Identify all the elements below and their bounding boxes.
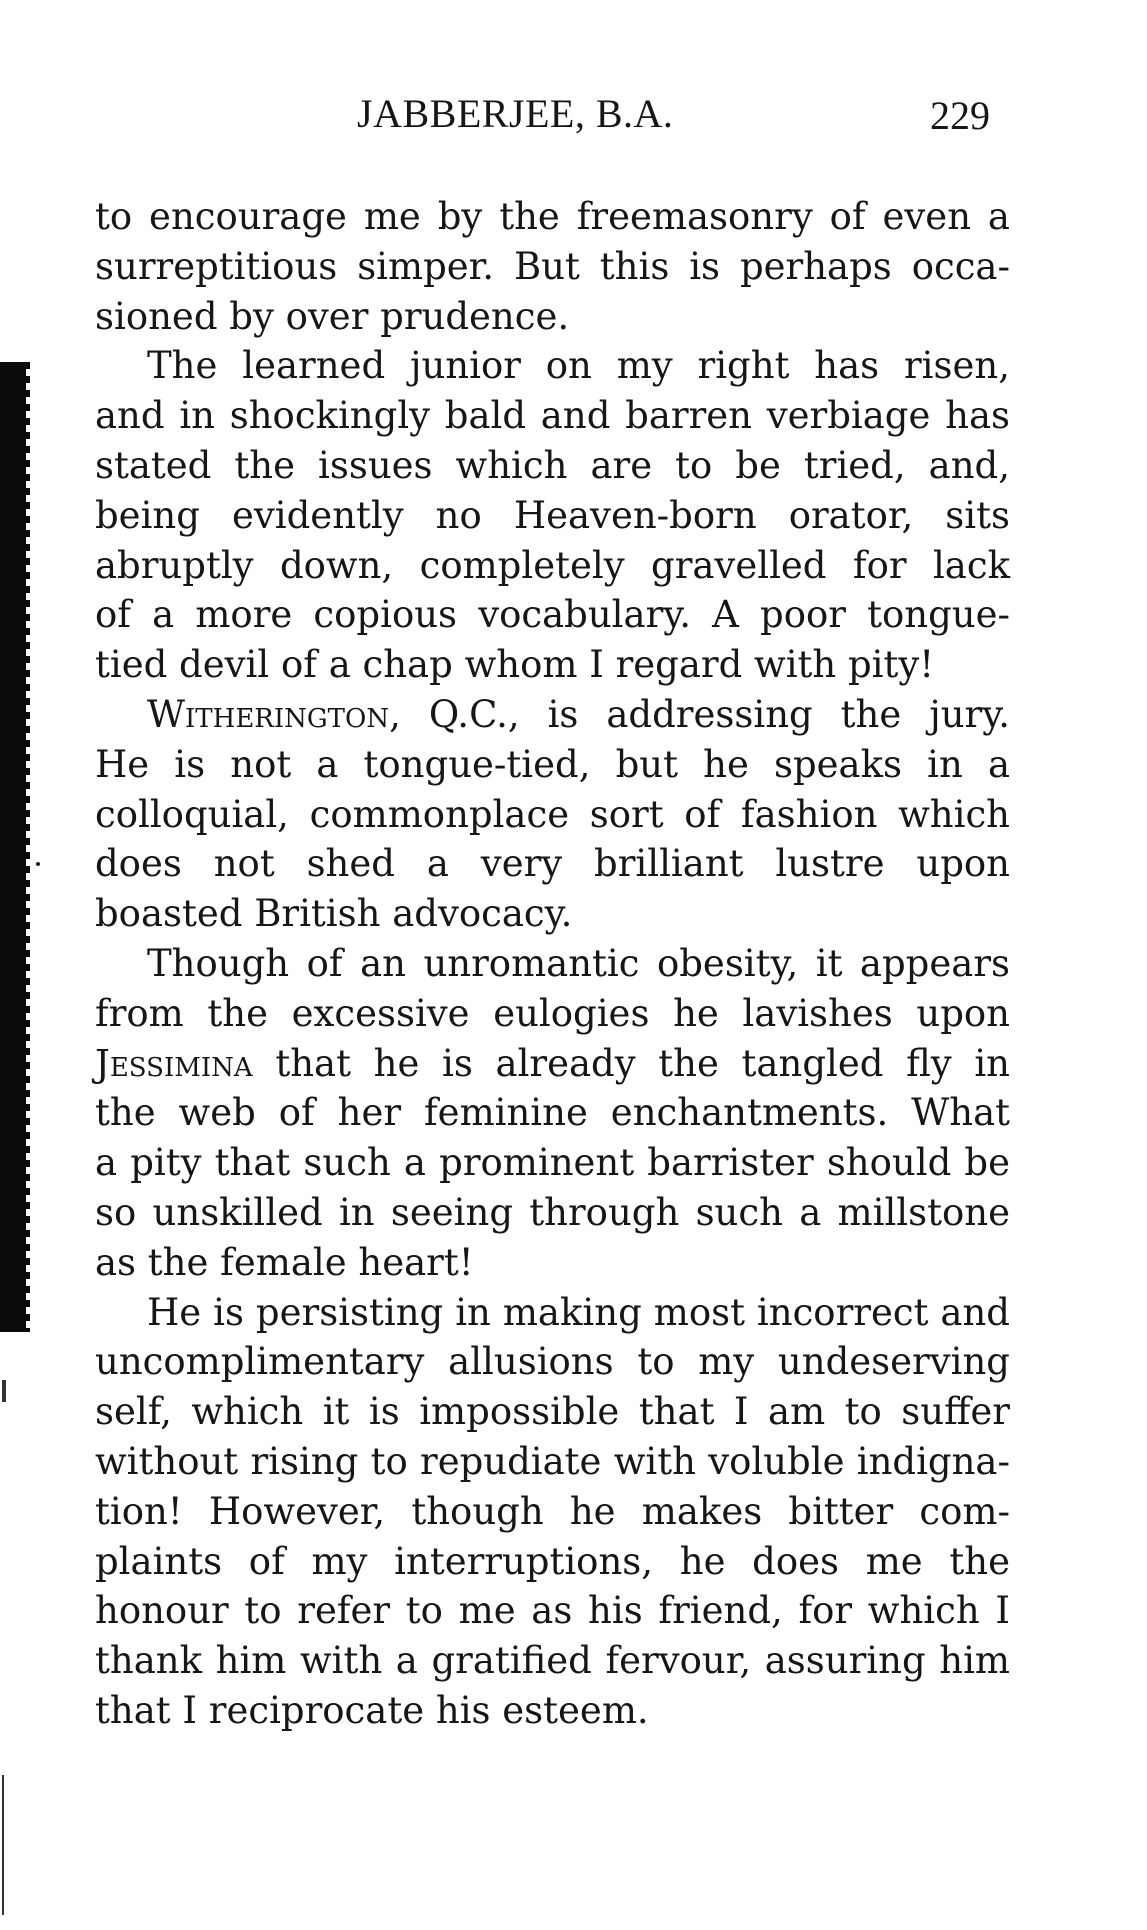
scan-artifact-line <box>2 1775 4 1915</box>
text-line: honour to refer to me as his friend, for which I <box>95 1589 1010 1633</box>
scan-speck <box>36 862 40 866</box>
text-line: Though of an unromantic obesity, it appears <box>147 941 1010 985</box>
text-line: that I reciprocate his esteem. <box>95 1688 649 1732</box>
text-line: He is persisting in making most incorrect and <box>147 1290 1010 1334</box>
text-fragment: that he is already the tangled fly in <box>252 1041 1010 1085</box>
text-line: the web of her feminine enchantments. What <box>95 1091 1010 1135</box>
text-line: being evidently no Heaven-born orator, sits <box>95 493 1010 537</box>
text-line: without rising to repudiate with voluble indigna- <box>95 1439 1010 1483</box>
text-line: surreptitious simper. But this is perhaps occa- <box>95 244 1010 288</box>
text-line: colloquial, commonplace sort of fashion which <box>95 792 1010 836</box>
text-line: plaints of my interruptions, he does me the <box>95 1539 1010 1583</box>
text-line: as the female heart! <box>95 1240 474 1284</box>
text-line: stated the issues which are to be tried, and, <box>95 443 1010 487</box>
text-line: a pity that such a prominent barrister should be <box>95 1141 1010 1185</box>
text-line: from the excessive eulogies he lavishes upon <box>95 991 1010 1035</box>
text-line: uncomplimentary allusions to my undeserving <box>95 1340 1010 1384</box>
text-line <box>95 1039 1010 1089</box>
paragraph-2 <box>95 341 1010 690</box>
text-line: does not shed a very brilliant lustre upon <box>95 842 1010 886</box>
scan-binding-shadow <box>0 362 26 1332</box>
paragraph-3 <box>95 690 1010 939</box>
paragraph-5 <box>95 1288 1010 1736</box>
page-header <box>0 90 1147 160</box>
running-title: JABBERJEE, B.A. <box>357 91 674 136</box>
character-name: Witherington <box>147 692 390 736</box>
text-line: tied devil of a chap whom I regard with pity! <box>95 643 935 687</box>
paragraph-1 <box>95 192 1010 341</box>
text-line: and in shockingly bald and barren verbiage has <box>95 394 1010 438</box>
text-line: to encourage me by the freemasonry of even a <box>95 195 1010 238</box>
body-text <box>95 192 1010 1736</box>
text-line <box>95 690 1010 740</box>
text-line: abruptly down, completely gravelled for lack <box>95 543 1010 587</box>
text-line: of a more copious vocabulary. A poor tongue- <box>95 593 1010 637</box>
text-line: so unskilled in seeing through such a millstone <box>95 1190 1010 1234</box>
text-fragment: , Q.C., is addressing the jury. <box>389 692 1010 736</box>
text-line: tion! However, though he makes bitter com- <box>95 1489 1010 1533</box>
character-name: Jessimina <box>95 1041 253 1085</box>
paragraph-4 <box>95 939 1010 1288</box>
text-line: thank him with a gratified fervour, assuring him <box>95 1639 1010 1683</box>
scan-binding-edge <box>24 362 30 1332</box>
text-line: sioned by over prudence. <box>95 294 570 338</box>
text-line: He is not a tongue-tied, but he speaks in a <box>95 742 1010 786</box>
text-line: self, which it is impossible that I am to suffer <box>95 1390 1010 1434</box>
page-number: 229 <box>930 93 990 138</box>
text-line: The learned junior on my right has risen, <box>147 344 1010 388</box>
text-line: boasted British advocacy. <box>95 892 573 936</box>
scan-artifact-mark <box>2 1380 6 1402</box>
